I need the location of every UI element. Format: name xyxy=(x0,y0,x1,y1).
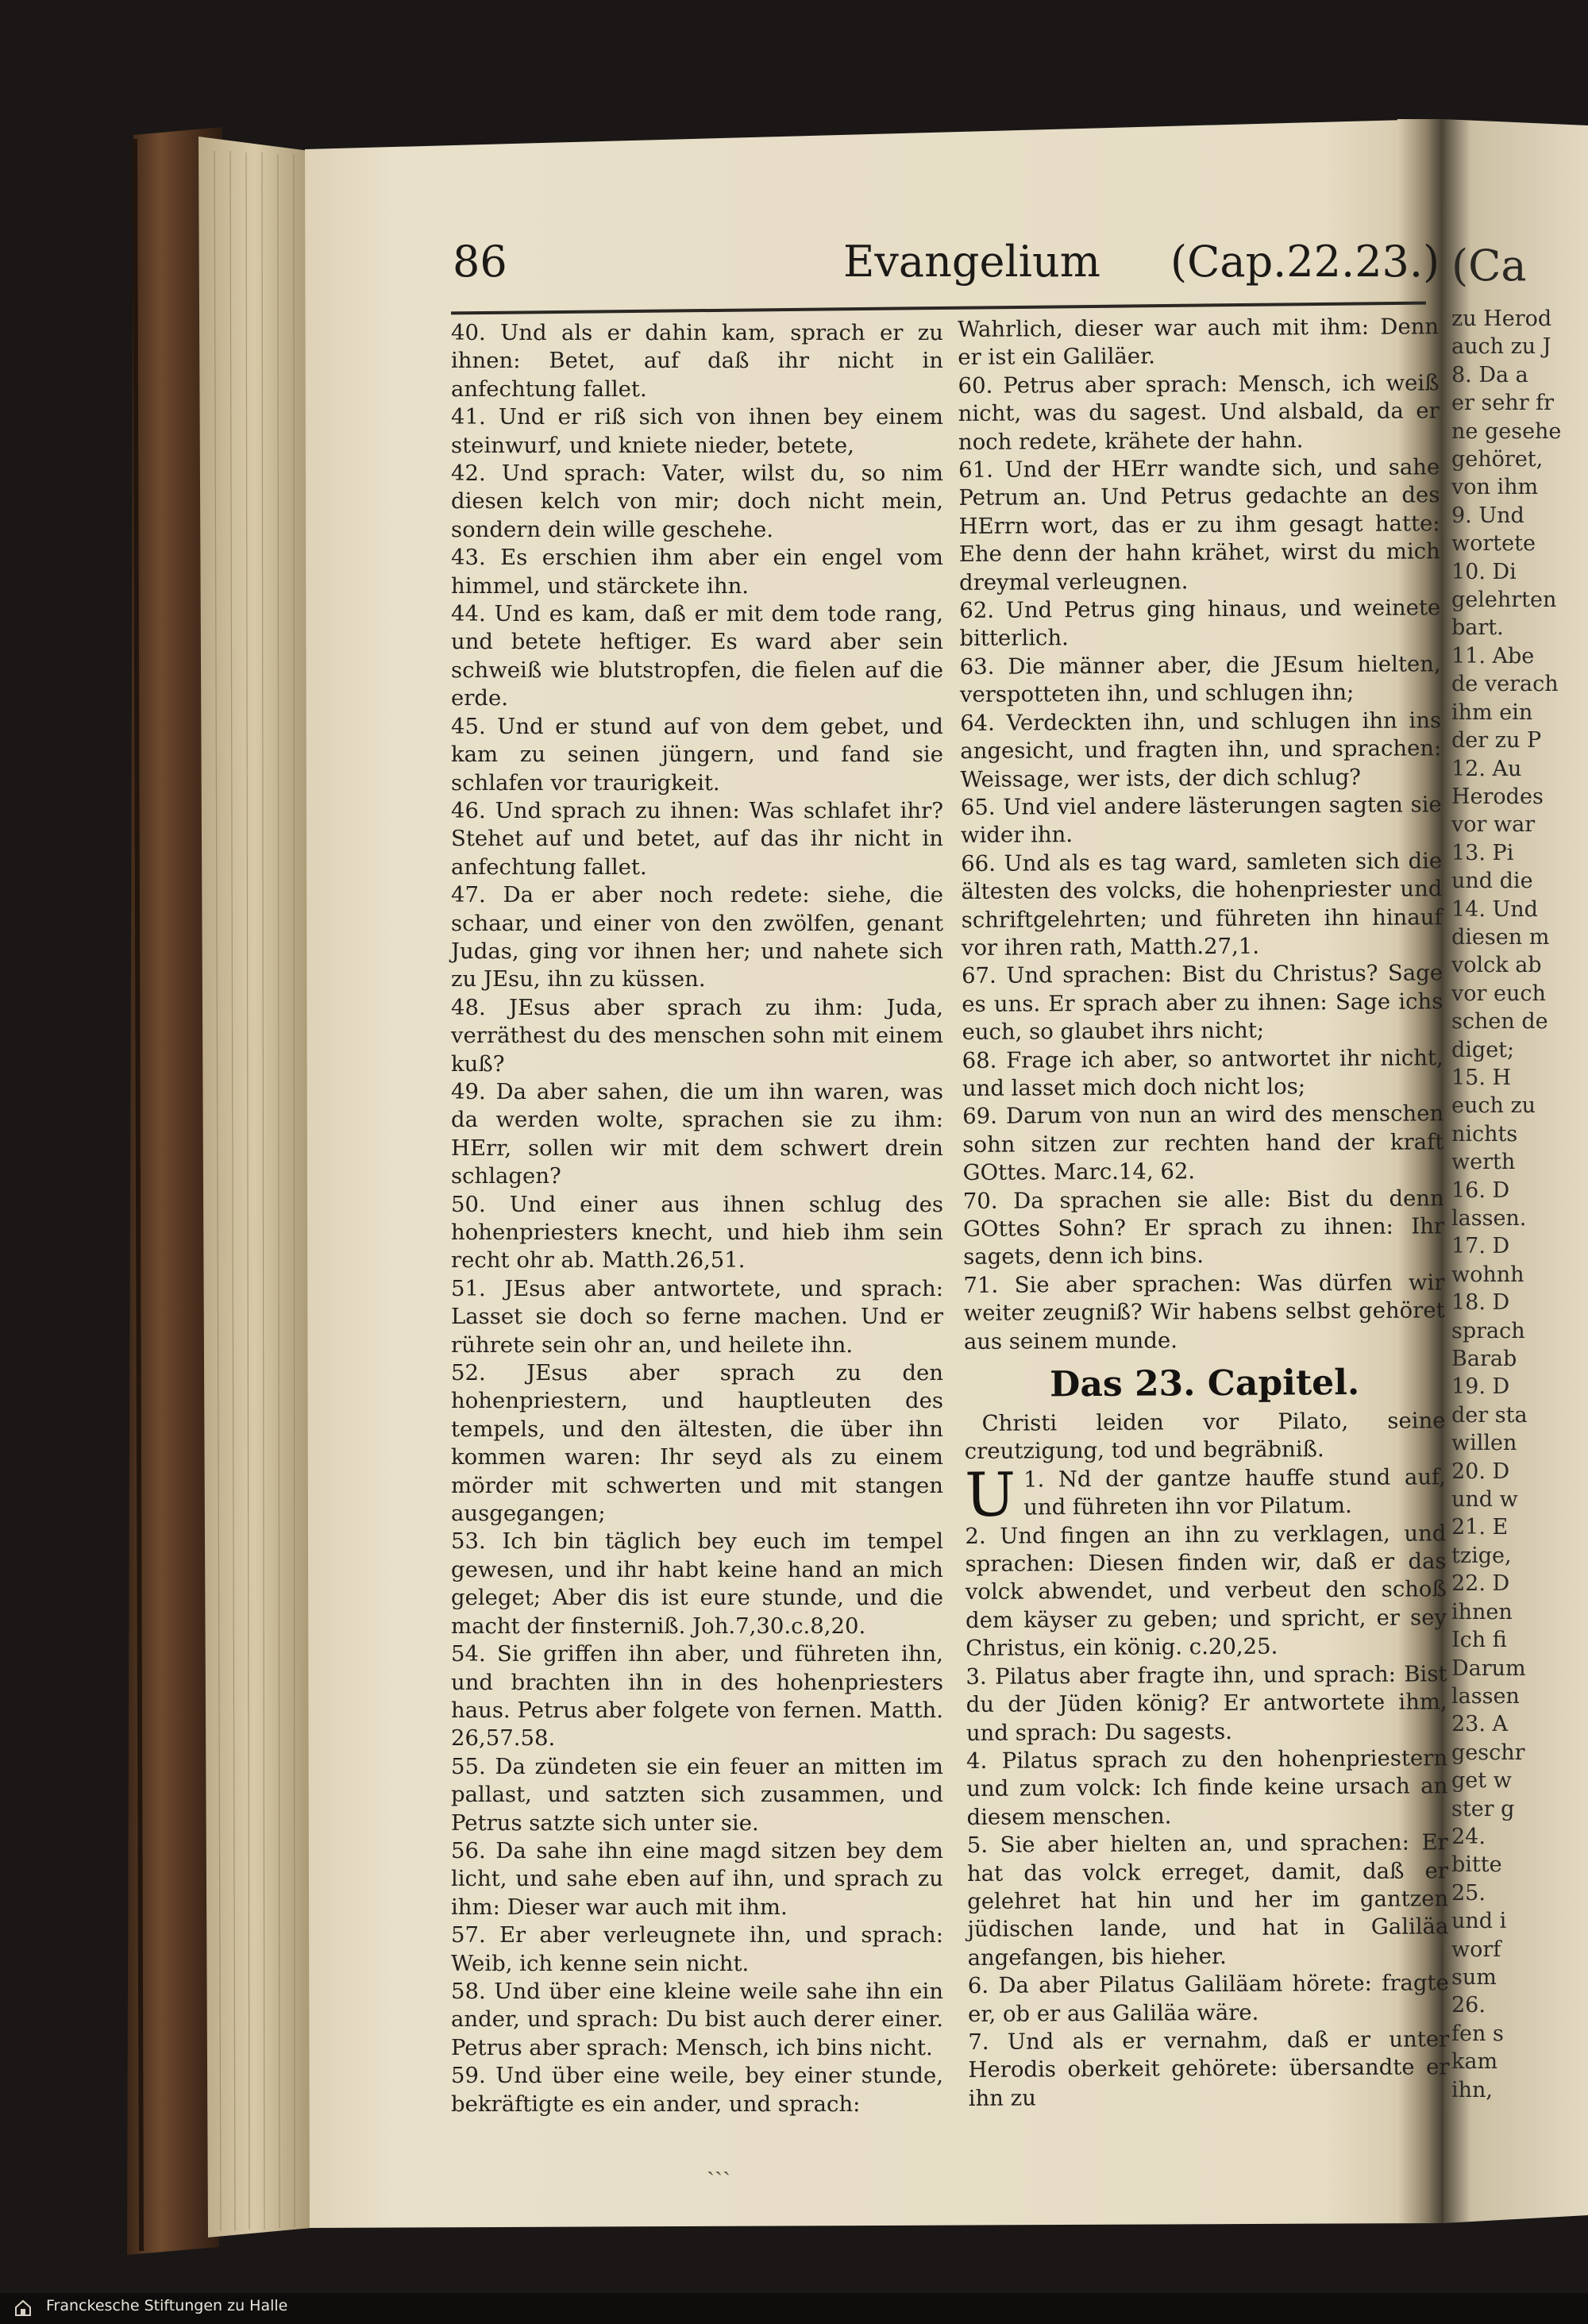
verse-paragraph: 67. Und sprachen: Bist du Christus? Sage es uns. Er sprach aber zu ihnen: Sage ichs euch, so glaubet ihrs nicht; xyxy=(961,960,1443,1046)
verse-paragraph: 2. Und fingen an ihn zu verklagen, und sprachen: Diesen finden wir, daß er das volck abwendet, und verbeut den schoß dem käyser zu geben; und spricht, er sey Christus, ein könig. c.20,25. xyxy=(965,1520,1447,1662)
neighbor-line: sum xyxy=(1451,1964,1497,1990)
neighbor-line: nichts xyxy=(1451,1121,1518,1147)
verse-paragraph: 43. Es erschien ihm aber ein engel vom himmel, und stärckete ihn. xyxy=(451,545,943,599)
neighbor-line: zu Herod xyxy=(1451,306,1552,331)
verse-paragraph: 62. Und Petrus ging hinaus, und weinete bitterlich. xyxy=(959,595,1441,652)
verse-paragraph: 68. Frage ich aber, so antwortet ihr nicht, und lasset mich doch nicht los; xyxy=(962,1044,1443,1101)
left-text-column xyxy=(451,319,943,2118)
verse-paragraph: 47. Da er aber noch redete: siehe, die schaar, und einer von den zwölfen, genant Judas, ging vor ihnen her; und nahete sich zu JEsu, ihn zu küssen. xyxy=(451,882,943,992)
institution-logo-icon xyxy=(13,2298,33,2318)
verse-paragraph: 56. Da sahe ihn eine magd sitzen bey dem licht, und sahe eben auf ihn, und sprach zu ihm: Dieser war auch mit ihm. xyxy=(451,1837,943,1920)
verse-paragraph: 53. Ich bin täglich bey euch im tempel gewesen, und ihr habt keine hand an mich geleget; Aber dis ist eure stunde, und die macht der finsterniß. Joh.7,30.c.8,20. xyxy=(451,1528,943,1639)
neighbor-line: und die xyxy=(1451,869,1533,894)
verse-paragraph: 54. Sie griffen ihn aber, und führeten ihn, und brachten ihn in des hohenpriesters haus. Petrus aber folgete von fernen. Matth. 26,57.58. xyxy=(451,1641,943,1752)
page-number: 86 xyxy=(453,237,507,287)
neighbor-line: bitte xyxy=(1451,1852,1502,1878)
neighbor-line: von ihm xyxy=(1451,475,1539,500)
neighbor-line: 15. H xyxy=(1451,1065,1512,1090)
verse-paragraph: 58. Und über eine kleine weile sahe ihn ein ander, und sprach: Du bist auch derer einer. Petrus aber sprach: Mensch, ich bins nicht. xyxy=(451,1978,943,2060)
neighbor-line: 26. xyxy=(1451,1993,1486,2018)
neighbor-line: gelehrten xyxy=(1451,588,1557,613)
verse-paragraph: 65. Und viel andere lästerungen sagten sie wider ihn. xyxy=(960,792,1442,849)
neighbor-line: 20. D xyxy=(1451,1459,1510,1484)
verse-paragraph: 49. Da aber sahen, die um ihn waren, was da werden wolte, sprachen sie zu ihm: HErr, sollen wir mit dem schwert drein schlagen? xyxy=(451,1078,943,1189)
neighbor-line: wortete xyxy=(1451,531,1536,557)
verse-paragraph: 63. Die männer aber, die JEsum hielten, verspotteten ihn, und schlugen ihn; xyxy=(959,651,1441,708)
verse-paragraph: 40. Und als er dahin kam, sprach er zu ihnen: Betet, auf daß ihr nicht in anfechtung fallet. xyxy=(451,320,943,402)
verse-paragraph: 3. Pilatus aber fragte ihn, und sprach: Bist du der Jüden könig? Er antwortete ihm, und sprach: Du sagests. xyxy=(966,1660,1447,1746)
neighbor-line: ne gesehe xyxy=(1451,418,1562,444)
verse-paragraph: 7. Und als er vernahm, daß er unter Herodis oberkeit gehörete: übersandte er ihn zu xyxy=(968,2026,1450,2111)
verse-paragraph: 64. Verdeckten ihn, und schlugen ihn ins angesicht, und fragten ihn, und sprachen: Weissage, wer ists, der dich schlug? xyxy=(960,707,1442,792)
verse-paragraph: 71. Sie aber sprachen: Was dürfen wir weiter zeugniß? Wir habens selbst gehöret aus seinem munde. xyxy=(963,1270,1445,1355)
neighbor-line: 8. Da a xyxy=(1451,362,1528,387)
verse-paragraph: 5. Sie aber hielten an, und sprachen: Er hat das volck erreget, damit, daß er gelehret hat hin und her im gantzen jüdischen lande, und hat in Galiläa angefangen, bis hieher. xyxy=(966,1829,1449,1971)
verse-paragraph: 55. Da zündeten sie ein feuer an mitten im pallast, und satzten sich zusammen, und Petrus satzte sich unter sie. xyxy=(451,1753,943,1836)
neighbor-line: 25. xyxy=(1451,1880,1486,1906)
verse-paragraph: 46. Und sprach zu ihnen: Was schlafet ihr? Stehet auf und betet, auf das ihr nicht in anfechtung fallet. xyxy=(451,797,943,880)
neighbor-line: er sehr fr xyxy=(1451,391,1555,416)
verse-paragraph: 42. Und sprach: Vater, wilst du, so nim diesen kelch von mir; doch nicht mein, sondern dein wille geschehe. xyxy=(451,461,943,542)
neighbor-line: Herodes xyxy=(1451,784,1544,809)
neighbor-line: Ich fi xyxy=(1451,1628,1507,1653)
neighbor-line: willen xyxy=(1451,1431,1517,1456)
neighbor-line: 9. Und xyxy=(1451,503,1524,528)
verse-1-paragraph xyxy=(964,1459,1447,1530)
verse-paragraph: 45. Und er stund auf von dem gebet, und kam zu seinen jüngern, und fand sie schlafen vor traurigkeit. xyxy=(451,713,943,796)
chapter-reference: (Cap.22.23.) xyxy=(1170,237,1440,287)
neighbor-line: schen de xyxy=(1451,1009,1548,1035)
drop-capital: U xyxy=(964,1459,1016,1530)
neighbor-line: kam xyxy=(1451,2049,1498,2075)
neighbor-line: lassen. xyxy=(1451,1206,1527,1231)
neighbor-page-fragment xyxy=(1451,238,1588,2102)
neighbor-line: ster g xyxy=(1451,1796,1515,1821)
neighbor-line: gehöret, xyxy=(1451,447,1544,472)
neighbor-line: vor euch xyxy=(1451,981,1546,1006)
verse-paragraph: 61. Und der HErr wandte sich, und sahe Petrum an. Und Petrus gedachte an des HErrn wort, das er zu ihm gesagt hatte: Ehe denn der hahn krähet, wirst du mich dreymal verleugnen. xyxy=(958,454,1440,595)
neighbor-line: 16. D xyxy=(1451,1177,1510,1203)
verse-1-number: 1. xyxy=(1023,1466,1045,1493)
neighbor-line: und w xyxy=(1451,1487,1518,1513)
neighbor-line: 13. Pi xyxy=(1451,840,1514,865)
neighbor-line: 22. D xyxy=(1451,1571,1510,1597)
verse-paragraph: Wahrlich, dieser war auch mit ihm: Denn er ist ein Galiläer. xyxy=(958,314,1440,371)
neighbor-line: vor war xyxy=(1451,812,1536,838)
neighbor-line: de verach xyxy=(1451,672,1559,697)
neighbor-line: 12. Au xyxy=(1451,756,1522,781)
neighbor-line: euch zu xyxy=(1451,1093,1536,1119)
verse-paragraph: 44. Und es kam, daß er mit dem tode rang, und betete heftiger. Es ward aber sein schweiß wie blutstropfen, die fielen auf die erde. xyxy=(451,601,943,711)
neighbor-line: ihnen xyxy=(1451,1599,1513,1624)
neighbor-line: 11. Abe xyxy=(1451,643,1535,669)
neighbor-page-header: (Ca xyxy=(1451,241,1527,291)
neighbor-line: 14. Und xyxy=(1451,896,1538,922)
running-title: Evangelium xyxy=(843,237,1100,287)
neighbor-line: der sta xyxy=(1451,1402,1528,1428)
neighbor-line: bart. xyxy=(1451,615,1504,641)
verse-paragraph: 41. Und er riß sich von ihnen bey einem steinwurf, und kniete nieder, betete, xyxy=(451,404,943,458)
chapter-summary: Christi leiden vor Pilato, seine creutzigung, tod und begräbniß. xyxy=(964,1408,1446,1465)
neighbor-line: geschr xyxy=(1451,1740,1525,1765)
neighbor-line: der zu P xyxy=(1451,728,1542,753)
verse-paragraph: 57. Er aber verleugnete ihn, und sprach: Weib, ich kenne sein nicht. xyxy=(451,1922,943,1976)
neighbor-line: diesen m xyxy=(1451,924,1550,950)
verse-paragraph: 60. Petrus aber sprach: Mensch, ich weiß nicht, was du sagest. Und alsbald, da er noch redete, krähete der hahn. xyxy=(958,370,1440,455)
neighbor-line: auch zu J xyxy=(1451,334,1551,360)
neighbor-line: Barab xyxy=(1451,1347,1517,1372)
right-text-column xyxy=(958,313,1450,2113)
verse-paragraph: 6. Da aber Pilatus Galiläam hörete: fragte er, ob er aus Galiläa wäre. xyxy=(967,1970,1449,2027)
neighbor-line: 21. E xyxy=(1451,1515,1509,1540)
neighbor-line: lassen xyxy=(1451,1683,1520,1709)
neighbor-line: 19. D xyxy=(1451,1374,1510,1400)
neighbor-line: tzige, xyxy=(1451,1543,1512,1568)
verse-paragraph: 50. Und einer aus ihnen schlug des hohenpriesters knecht, und hieb ihm sein recht ohr ab. Matth.26,51. xyxy=(451,1191,943,1274)
verse-paragraph: 48. JEsus aber sprach zu ihm: Juda, verräthest du des menschen sohn mit einem kuß? xyxy=(451,994,943,1077)
verse-paragraph: 66. Und als es tag ward, samleten sich die ältesten des volcks, die hohenpriester und schriftgelehrten; und führeten ihn hinauf vor ihren rath, Matth.27,1. xyxy=(961,848,1443,961)
verse-paragraph: 69. Darum von nun an wird des menschen sohn sitzen zur rechten hand der kraft GOttes. Marc.14, 62. xyxy=(962,1100,1444,1186)
neighbor-line: 24. xyxy=(1451,1824,1486,1849)
neighbor-line: volck ab xyxy=(1451,953,1542,978)
verse-paragraph: 59. Und über eine weile, bey einer stunde, bekräftigte es ein ander, und sprach: xyxy=(451,2063,943,2117)
neighbor-line: ihm ein xyxy=(1451,700,1533,725)
page-mark: ˏˏˏ xyxy=(707,2149,730,2176)
neighbor-line: 17. D xyxy=(1451,1234,1510,1259)
neighbor-line: ihn, xyxy=(1451,2077,1493,2102)
chapter-heading: Das 23. Capitel. xyxy=(1050,1362,1360,1405)
neighbor-line: werth xyxy=(1451,1150,1516,1175)
neighbor-line: 10. Di xyxy=(1451,559,1517,584)
neighbor-line: 18. D xyxy=(1451,1290,1510,1316)
footer-institution: Franckesche Stiftungen zu Halle xyxy=(46,2297,288,2314)
neighbor-line: 23. A xyxy=(1451,1712,1509,1737)
neighbor-line: diget; xyxy=(1451,1037,1515,1062)
neighbor-line: Darum xyxy=(1451,1655,1526,1681)
neighbor-line: worf xyxy=(1451,1937,1501,1962)
verse-paragraph: 51. JEsus aber antwortete, und sprach: Lasset sie doch so ferne machen. Und er rührete sein ohr an, und heilete ihn. xyxy=(451,1275,943,1358)
verse-paragraph: 4. Pilatus sprach zu den hohenpriestern und zum volck: Ich finde keine ursach an diesem menschen. xyxy=(966,1745,1448,1830)
neighbor-line: get w xyxy=(1451,1768,1512,1794)
verse-paragraph: 70. Da sprachen sie alle: Bist du denn GOttes Sohn? Er sprach zu ihnen: Ihr sagets, denn ich bins. xyxy=(962,1185,1445,1270)
neighbor-page-lines xyxy=(1451,305,1588,2104)
neighbor-line: und i xyxy=(1451,1909,1507,1934)
verse-paragraph: 52. JEsus aber sprach zu den hohenpriestern, und hauptleuten des tempels, und den ältesten, die über ihn kommen waren: Ihr seyd als zu einem mörder mit schwerten und mit stangen ausgegangen; xyxy=(451,1360,943,1527)
neighbor-line: wohnh xyxy=(1451,1262,1524,1287)
verse-1-text: Nd der gantze hauffe stund auf, und führeten ihn vor Pilatum. xyxy=(1023,1464,1447,1520)
neighbor-line: sprach xyxy=(1451,1318,1525,1343)
neighbor-line: fen s xyxy=(1451,2021,1504,2046)
